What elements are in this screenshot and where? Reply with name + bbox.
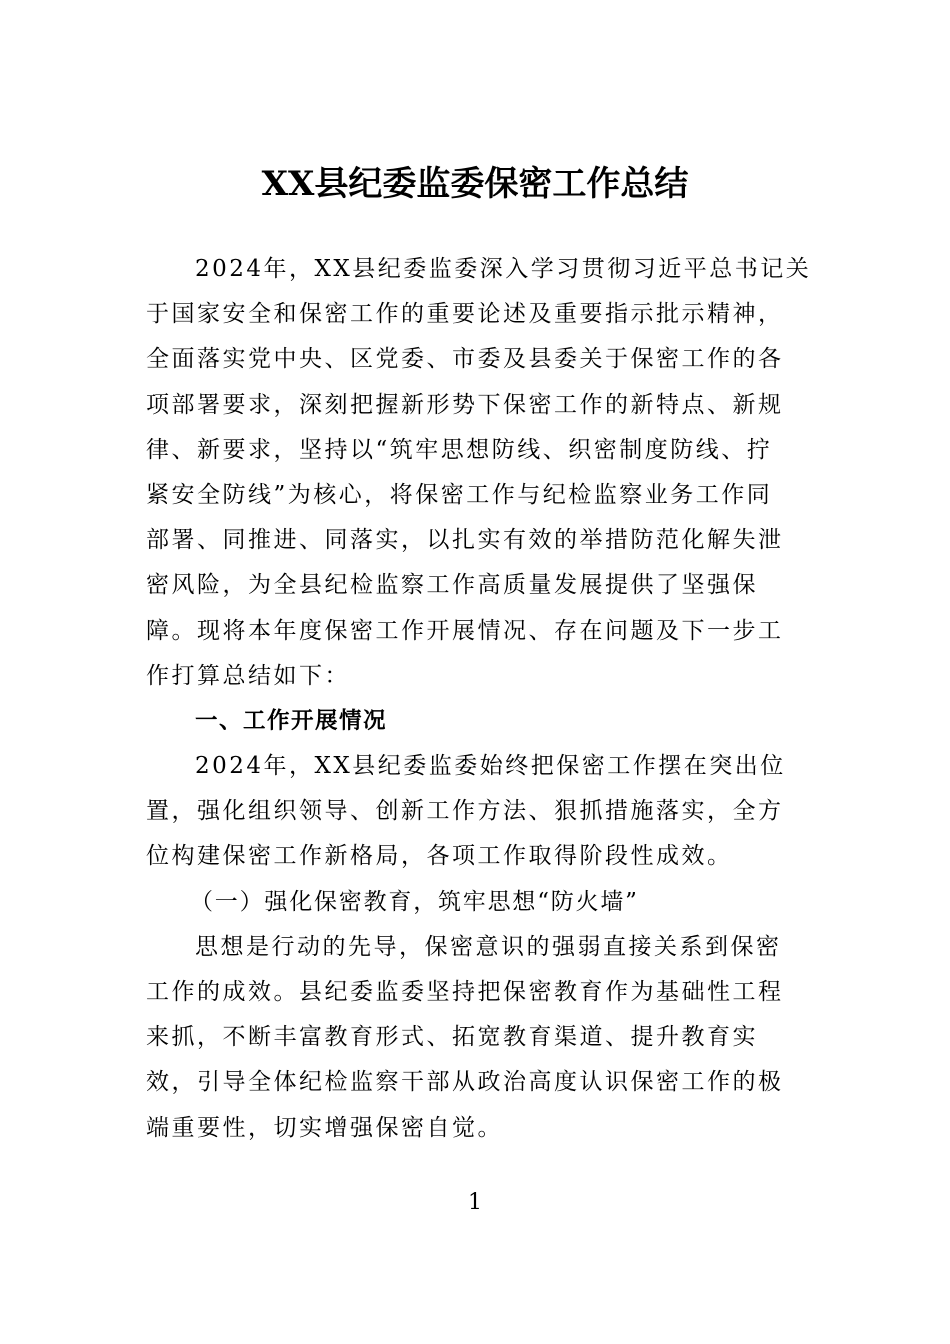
paragraph-line: 端重要性，切实增强保密自觉。 xyxy=(146,1114,503,1141)
subsection-heading: （一）强化保密教育，筑牢思想“防火墙” xyxy=(190,888,639,915)
paragraph-line: 工作的成效。县纪委监委坚持把保密教育作为基础性工程 xyxy=(146,979,784,1005)
page-number: 1 xyxy=(468,1190,482,1215)
paragraph-line: 律、新要求，坚持以“筑牢思想防线、织密制度防线、拧 xyxy=(146,436,773,463)
paragraph-line: 思想是行动的先导，保密意识的强弱直接关系到保密 xyxy=(195,933,782,960)
paragraph-line: 部署、同推进、同落实，以扎实有效的举措防范化解失泄 xyxy=(146,527,784,554)
paragraph-line: 密风险，为全县纪检监察工作高质量发展提供了坚强保 xyxy=(146,572,758,599)
paragraph-line: 紧安全防线”为核心，将保密工作与纪检监察业务工作同 xyxy=(146,481,773,508)
paragraph-line: 效，引导全体纪检监察干部从政治高度认识保密工作的极 xyxy=(146,1069,784,1096)
paragraph-line: 项部署要求，深刻把握新形势下保密工作的新特点、新规 xyxy=(146,391,784,418)
paragraph-line: 全面落实党中央、区党委、市委及县委关于保密工作的各 xyxy=(146,346,784,373)
paragraph-line: 障。现将本年度保密工作开展情况、存在问题及下一步工 xyxy=(146,617,784,644)
paragraph-line: 2024年，XX县纪委监委深入学习贯彻习近平总书记关 xyxy=(195,256,812,282)
paragraph-line: 来抓，不断丰富教育形式、拓宽教育渠道、提升教育实 xyxy=(146,1024,758,1051)
paragraph-line: 位构建保密工作新格局，各项工作取得阶段性成效。 xyxy=(146,843,733,870)
paragraph-line: 于国家安全和保密工作的重要论述及重要指示批示精神， xyxy=(146,301,784,328)
section-heading: 一、工作开展情况 xyxy=(195,707,388,734)
paragraph-line: 作打算总结如下： xyxy=(146,662,350,689)
document-body xyxy=(146,247,810,1151)
document-title: XX县纪委监委保密工作总结 xyxy=(261,164,689,204)
paragraph-line: 2024年，XX县纪委监委始终把保密工作摆在突出位 xyxy=(195,753,786,780)
paragraph-line: 置，强化组织领导、创新工作方法、狠抓措施落实，全方 xyxy=(146,798,784,825)
